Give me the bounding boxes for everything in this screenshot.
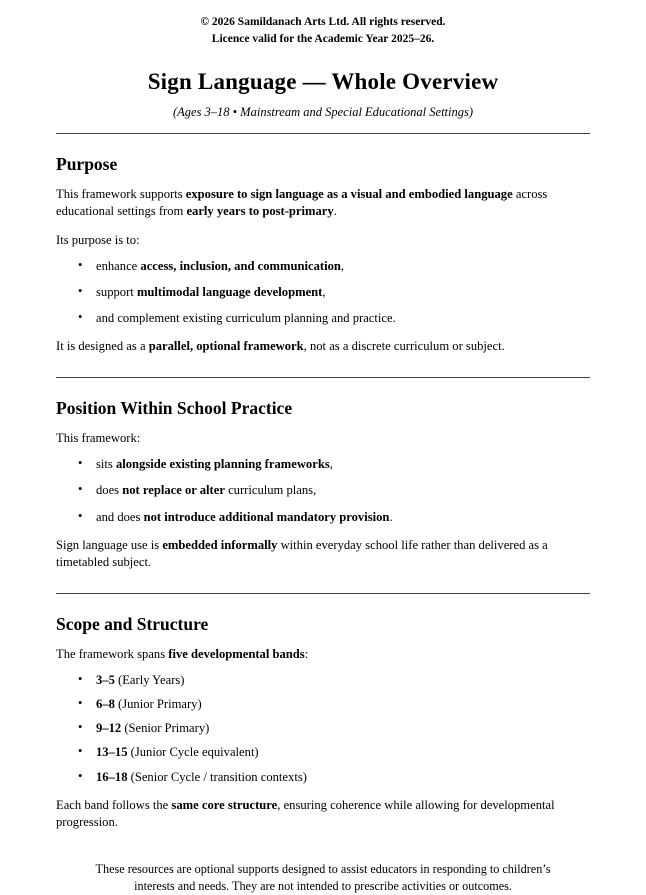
footer-note: These resources are optional supports designed to assist educators in responding to children’s interests and needs. They are not intended to prescribe activities or outcomes. xyxy=(95,861,551,894)
list-item-label: 16–18 (Senior Cycle / transition contexts) xyxy=(96,769,307,784)
list-item-label: enhance access, inclusion, and communication, xyxy=(96,258,345,273)
list-item-label: 13–15 (Junior Cycle equivalent) xyxy=(96,745,259,760)
list-item xyxy=(78,720,590,737)
list-item-label: support multimodal language development, xyxy=(96,284,326,299)
list-item xyxy=(78,769,590,786)
list-item-label: and does not introduce additional mandatory provision. xyxy=(96,509,393,524)
bullet-icon: • xyxy=(78,283,83,298)
section-heading-purpose: Purpose xyxy=(56,154,118,175)
header-divider xyxy=(56,133,590,134)
list-item xyxy=(78,258,590,275)
list-item xyxy=(78,696,590,713)
list-item xyxy=(78,482,590,499)
bullet-icon: • xyxy=(78,720,83,735)
list-item xyxy=(78,456,590,473)
list-item-label: 9–12 (Senior Primary) xyxy=(96,721,210,736)
list-item xyxy=(78,284,590,301)
purpose-bullet-list xyxy=(56,258,590,327)
copyright-block xyxy=(56,14,590,47)
list-item-label: 3–5 (Early Years) xyxy=(96,673,185,688)
bullet-icon: • xyxy=(78,456,83,471)
bullet-icon: • xyxy=(78,257,83,272)
bullet-icon: • xyxy=(78,672,83,687)
list-item xyxy=(78,744,590,761)
copyright-line-1: © 2026 Samildanach Arts Ltd. All rights reserved. xyxy=(200,16,446,28)
list-item xyxy=(78,310,590,327)
purpose-intro-paragraph: This framework supports exposure to sign language as a visual and embodied language across educational settings from early years to post-primary. xyxy=(56,187,548,219)
purpose-closing-paragraph: It is designed as a parallel, optional framework, not as a discrete curriculum or subject. xyxy=(56,339,505,354)
list-item xyxy=(78,509,590,526)
list-item-label: 6–8 (Junior Primary) xyxy=(96,697,202,712)
bullet-icon: • xyxy=(78,482,83,497)
list-item-label: does not replace or alter curriculum plans, xyxy=(96,483,317,498)
position-section-divider xyxy=(56,593,590,594)
position-bullet-list xyxy=(56,456,590,525)
page-subtitle: (Ages 3–18 • Mainstream and Special Educational Settings) xyxy=(172,105,474,120)
bullet-icon: • xyxy=(78,744,83,759)
position-closing-paragraph: Sign language use is embedded informally within everyday school life rather than delivered as a timetabled subject. xyxy=(56,537,548,569)
bullet-icon: • xyxy=(78,696,83,711)
scope-lead-paragraph: The framework spans five developmental bands: xyxy=(56,646,309,661)
bullet-icon: • xyxy=(78,508,83,523)
purpose-lead-paragraph: Its purpose is to: xyxy=(56,232,140,247)
page-title: Sign Language — Whole Overview xyxy=(147,69,499,95)
purpose-section-divider xyxy=(56,377,590,378)
list-item-label: and complement existing curriculum planning and practice. xyxy=(96,310,396,325)
licence-line: Licence valid for the Academic Year 2025–26. xyxy=(211,32,435,45)
list-item-label: sits alongside existing planning frameworks, xyxy=(96,457,333,472)
position-lead-paragraph: This framework: xyxy=(56,431,141,446)
bullet-icon: • xyxy=(78,309,83,324)
bullet-icon: • xyxy=(78,768,83,783)
section-heading-scope: Scope and Structure xyxy=(56,613,209,634)
scope-closing-paragraph: Each band follows the same core structure, ensuring coherence while allowing for developmental progression. xyxy=(56,797,555,829)
section-heading-position: Position Within School Practice xyxy=(56,398,293,419)
scope-band-list xyxy=(56,672,590,786)
list-item xyxy=(78,672,590,689)
